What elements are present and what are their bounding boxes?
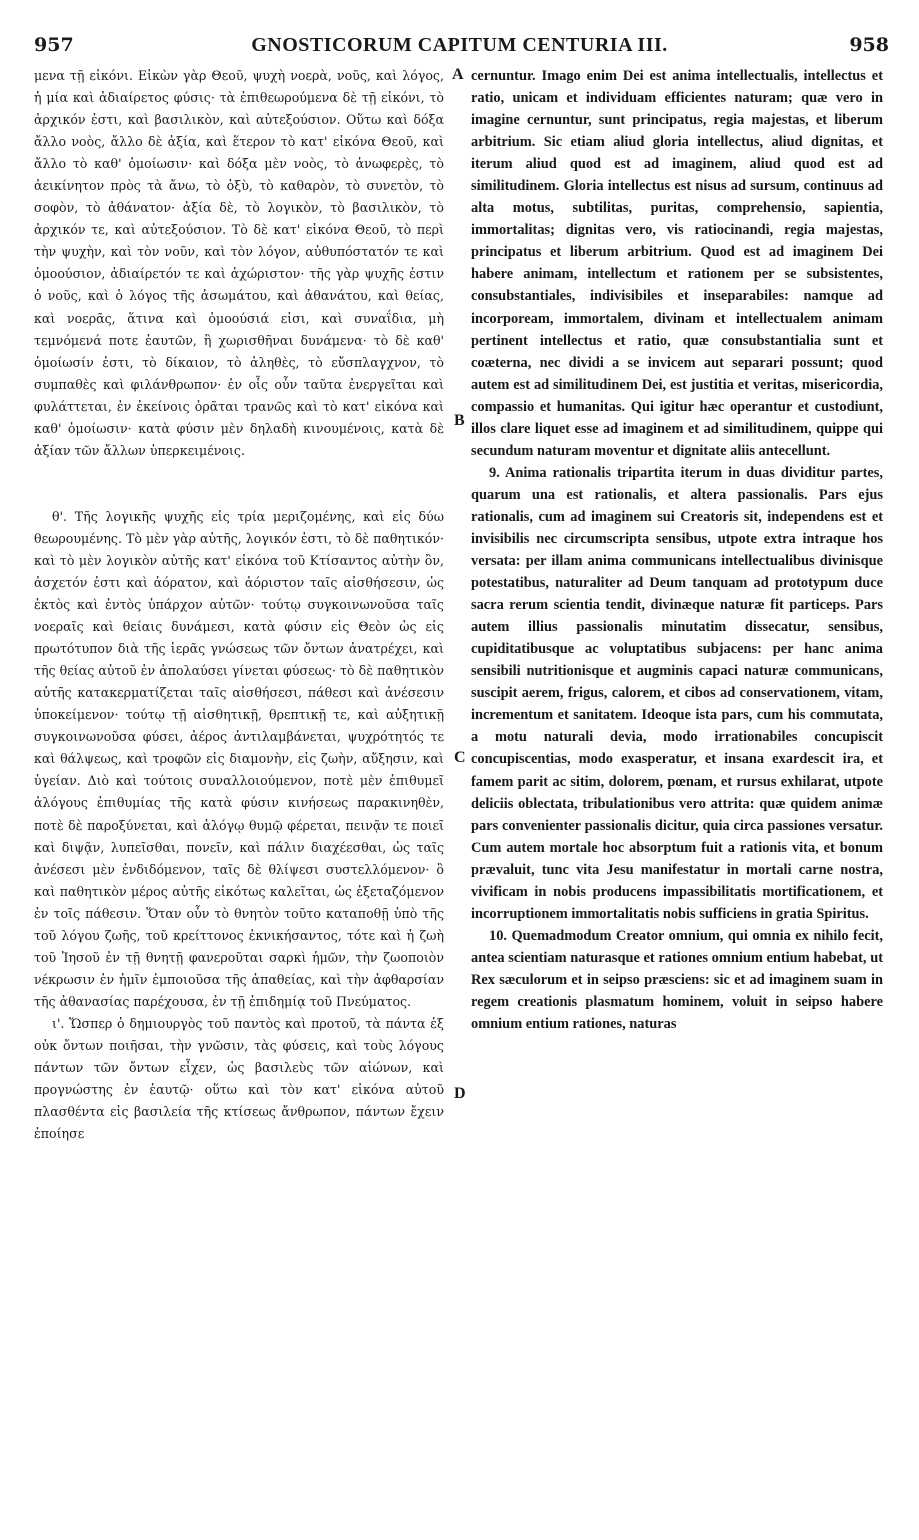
greek-column — [34, 65, 444, 1145]
latin-section-9: 9. Anima rationalis tripartita iterum in duas dividitur partes, quarum una est rationalis, et altera passionalis. Pars ejus rationalis, cum ad imaginem sui Creatoris sit, independens est et invisibilis nec circumscripta sensibus, utpote extra intraque hos versata: per illam anima communicans intellectualibus divinisque potestatibus, naturaliter ad Deum tanquam ad prototypum duce sacra rerum scientia tendit, divinæque naturæ fit particeps. Pars autem illius passionalis minutatim dissecatur, sensibus, cupiditatibusque ac voluptatibus subjacens: per hanc anima sensibili nutritionisque et augminis capaci naturæ communicans, suscipit aerem, frigus, calorem, et cibos ad conservationem, vitam, incrementum et sanitatem. Ideoque ista pars, cum his commutata, a motu naturali devia, modo irrationabiles concupiscit concupiscentias, modo exasperatur, et insana exardescit ira, et famem parit ac sitim, dolorem, pœnam, et rursus exhilarat, utpote deliciis oblectata, tribulationibus vero attrita: quæ quidem animæ pars convenienter passionalis dicitur, quia circa passiones versatur. Cum autem mortale hoc absorptum fuit a rationis vita, et bonum prævaluit, tunc vita Jesu manifestatur in mortali carne nostra, vivificam in nobis producens impassibilitatis mortificationem, et incorruptionem immortalitatis nobis sufficiens in gratia Spiritus. — [471, 464, 883, 922]
margin-marker-b: B — [454, 412, 465, 429]
greek-section-9: θ'. Τῆς λογικῆς ψυχῆς εἰς τρία μεριζομένης, καὶ εἰς δύω θεωρουμένης. Τὸ μὲν γὰρ αὐτῆς, λογικόν ἐστι, τὸ δὲ παθητικόν· καὶ τὸ μὲν λογικὸν αὐτῆς κατ' εἰκόνα τοῦ Κτίσαντος αὐτὴν ὂν, ἀσχετόν ἐστι καὶ ἀόρατον, καὶ ἀόριστον ταῖς αἰσθήσεσιν, ὡς ἐκτὸς καὶ ἐντὸς ὑπάρχον αὐτῶν· τούτῳ συγκοινωνοῦσα ταῖς νοεραῖς καὶ θείαις δυνάμεσι, κατὰ φύσιν εἰς Θεὸν ὡς εἰς πρωτότυπον διὰ τῆς ἱερᾶς γνώσεως τῶν ὄντων ἀνατρέχει, καὶ τῆς θείας αὐτοῦ ἐν ἀπολαύσει γίνεται φύσεως· τὸ δὲ παθητικὸν αὐτῆς κατακερματίζεται ταῖς αἰσθήσεσι, πάθεσι καὶ ἀνέσεσιν ὑποκείμενον· τούτῳ τῇ αἰσθητικῇ, θρεπτικῇ τε, καὶ αὐξητικῇ συγκοινωνοῦσα φύσει, ἀέρος ἀντιλαμβάνεται, ψυχρότητός τε καὶ θάλψεως, καὶ τροφῶν εἰς διαμονὴν, εἰς ζωὴν, αὔξησιν, καὶ ὑγείαν. Διὸ καὶ τούτοις συναλλοιούμενον, ποτὲ μὲν ἐπιθυμεῖ ἀλόγους ἐπιθυμίας τῆς κατὰ φύσιν κινήσεως παρακινηθὲν, ποτὲ δὲ παροξύνεται, καὶ ἀλόγῳ θυμῷ φέρεται, πεινᾷν τε ποιεῖ καὶ διψᾷν, λυπεῖσθαι, πονεῖν, καὶ πάλιν διαχέεσθαι, ὡς ταῖς ἀνέσεσι μὲν ἐνδιδόμενον, ταῖς δὲ θλίψεσι συστελλόμενον· ὃ καὶ παθητικὸν μέρος αὐτῆς εἰκότως καλεῖται, ὡς ἐξεταζόμενον ἐν τοῖς πάθεσιν. Ὅταν οὖν τὸ θνητὸν τοῦτο καταποθῇ ὑπὸ τῆς τοῦ λόγου ζωῆς, τοῦ κρείττονος ἐκνικήσαντος, τότε καὶ ἡ ζωὴ τοῦ Ἰησοῦ ἐν τῇ θνητῇ φανεροῦται σαρκὶ ἡμῶν, τὴν ζωοποιὸν νέκρωσιν ἐν ἡμῖν ἐμποιοῦσα τῆς ἀπαθείας, καὶ τὴν ἀφθαρσίαν τῆς ἀθανασίας παρέχουσα, ἐν τῇ ἐπιδημίᾳ τοῦ Πνεύματος. — [34, 508, 444, 1009]
latin-section-8-continuation: cernuntur. Imago enim Dei est anima intellectualis, intellectus et ratio, unicam et individuam efficientes naturam; quæ vero in imagine cernuntur, sunt principatus, regia majestas, et liberum arbitrium. Sic etiam aliud gloria intellectus, aliud dignitas, et iterum aliud quod est ad imaginem, aliud quod est ad similitudinem. Gloria intellectus est nisus ad sursum, continuus ad alta motus, subtilitas, puritas, comprehensio, sapientia, immortalitas; dignitas vero, vis ratiocinandi, regia majestas, principatus et liberum arbitrium. Quod est ad imaginem Dei habere animam, intellectum et rationem per se subsistentes, consubstantiales, indivisibiles et inseparabiles: namque ad incorpoream, immortalem, divinam et intellectualem animam pertinent intellectus et ratio, quæ consubstantialia sunt et coæterna, nec dividi a se invicem aut separari possunt; quod autem est ad similitudinem Dei, est justitia et veritas, misericordia, compassio et humanitas. Qui igitur hæc operantur et custodiunt, illos clare liquet esse ad imaginem et ad similitudinem, quippe qui secundum naturam moventur et dignitate aliis antecellunt. — [471, 68, 883, 459]
latin-column — [471, 65, 883, 1035]
greek-section-10: ι'. Ὥσπερ ὁ δημιουργὸς τοῦ παντὸς καὶ προτοῦ, τὰ πάντα ἐξ οὐκ ὄντων ποιῆσαι, τὴν γνῶσιν, τὰς φύσεις, καὶ τοὺς λόγους πάντων τῶν ὄντων εἶχεν, ὡς βασιλεὺς τῶν αἰώνων, καὶ προγνώστης ἐν ἑαυτῷ· οὕτω καὶ τὸν κατ' εἰκόνα αὐτοῦ πλασθέντα εἰς βασιλεία τῆς κτίσεως ἄνθρωπον, πάντων ἔχειν ἐποίησε — [34, 1015, 444, 1142]
margin-marker-a: A — [452, 66, 464, 83]
running-title: GNOSTICORUM CAPITUM CENTURIA III. — [251, 34, 668, 56]
right-page-number: 958 — [849, 34, 889, 56]
margin-marker-c: C — [454, 749, 466, 766]
left-page-number: 957 — [34, 34, 74, 56]
latin-section-10: 10. Quemadmodum Creator omnium, qui omnia ex nihilo fecit, antea scientiam naturasque et rationes omnium entium habebat, ut Rex sæculorum et in seipso præsciens: sic et ad imaginem suam in regem creationis plasmatum hominem, voluit in seipso habere omnium entium rationes, naturas — [471, 927, 883, 1033]
margin-marker-d: D — [454, 1085, 466, 1102]
greek-section-8-continuation: μενα τῇ εἰκόνι. Εἰκὼν γὰρ Θεοῦ, ψυχὴ νοερὰ, νοῦς, καὶ λόγος, ἡ μία καὶ ἀδιαίρετος φύσις· τὰ ἐπιθεωρούμενα δὲ τῇ εἰκόνι, τὸ ἀρχικόν ἐστι, καὶ βασιλικὸν, καὶ αὐτεξούσιον. Οὕτω καὶ δόξα ἄλλο νοὸς, ἄλλο δὲ ἀξία, καὶ ἕτερον τὸ κατ' εἰκόνα Θεοῦ, καὶ ἄλλο τὸ καθ' ὁμοίωσιν· καὶ δόξα μὲν νοὸς, τὸ ἀνωφερὲς, τὸ ἀεικίνητον πρὸς τὰ ἄνω, τὸ ὀξὺ, τὸ καθαρὸν, τὸ συνετὸν, τὸ σοφὸν, τὸ ἀθάνατον· ἀξία δὲ, τὸ λογικὸν, τὸ βασιλικὸν, τὸ ἀρχικόν τε, καὶ αὐτεξούσιον. Τὸ δὲ κατ' εἰκόνα Θεοῦ, τὸ περὶ τὴν ψυχὴν, καὶ τὸν νοῦν, καὶ τὸν λόγον, αὐθυπόστατόν τε καὶ ὁμοούσιον, ἀδιαίρετόν τε καὶ ἀχώριστον· τῆς γὰρ ψυχῆς ἐστιν ὁ νοῦς, καὶ ὁ λόγος τῆς ἀσωμάτου, καὶ ἀθανάτου, καὶ θείας, καὶ νοερᾶς, ἅτινα καὶ ὁμοούσιά εἰσι, καὶ συναΐδια, μὴ τεμνόμενά ποτε ἑαυτῶν, ἢ χωρισθῆναι δυνάμενα· τὸ δὲ καθ' ὁμοίωσίν ἐστι, τὸ δίκαιον, τὸ ἀληθὲς, τὸ εὔσπλαγχνον, τὸ συμπαθὲς καὶ φιλάνθρωπον· ἐν οἷς οὖν ταῦτα ἐνεργεῖται καὶ φυλάττεται, ἐν ἐκείνοις ὁρᾶται τρανῶς καὶ τὸ κατ' εἰκόνα καὶ καθ' ὁμοίωσιν· κατὰ φύσιν μὲν δηλαδὴ κινουμένοις, κατὰ δὲ ἀξίαν τῶν ἄλλων ὑπερκειμένοις. — [34, 68, 444, 458]
